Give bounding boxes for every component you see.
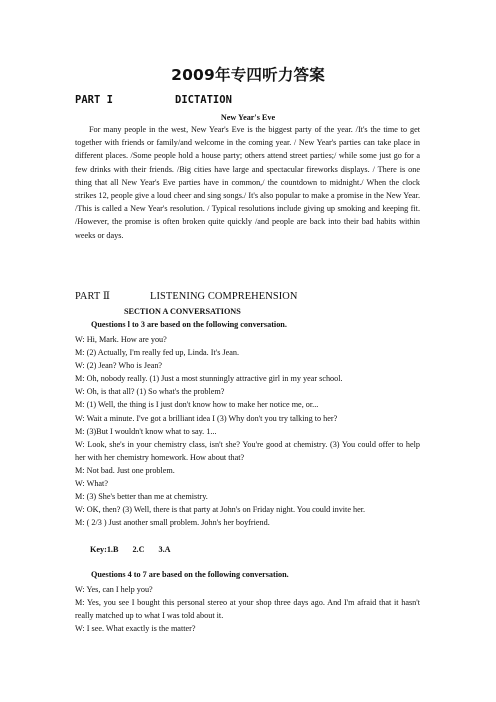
part1-heading — [75, 94, 425, 106]
part2-heading — [75, 290, 425, 302]
conversation-2 — [75, 583, 420, 635]
dialogue-line: W: What? — [75, 479, 108, 489]
answer-key-2: 2.C — [132, 545, 145, 554]
dialogue-line: W: I see. What exactly is the matter? — [75, 624, 196, 634]
part1-label: PART I — [75, 94, 113, 106]
answer-key — [90, 545, 185, 554]
answer-key-1: Key:1.B — [90, 545, 119, 554]
dialogue-line: M: ( 2/3 ) Just another small problem. John's her boyfriend. — [75, 518, 270, 528]
dialogue-line: W: Wait a minute. I've got a brilliant idea I (3) Why don't you try talking to her? — [75, 413, 338, 423]
part2-name: LISTENING COMPREHENSION — [150, 291, 298, 302]
dialogue-line: M: Oh, nobody really. (1) Just a most stunningly attractive girl in my year school. — [75, 374, 343, 384]
dialogue-line: M: Yes, you see I bought this personal stereo at your shop three days ago. And I'm afraid that it hasn't really matched up to what I was told about it. — [75, 598, 420, 621]
dialogue-line: M: (3)But I wouldn't know what to say. 1... — [75, 426, 217, 436]
section-a-heading: SECTION A CONVERSATIONS — [124, 307, 241, 316]
questions-1-3-heading: Questions l to 3 are based on the following conversation. — [91, 320, 287, 329]
dialogue-line: M: Not bad. Just one problem. — [75, 465, 175, 475]
dialogue-line: M: (2) Actually, I'm really fed up, Linda. It's Jean. — [75, 348, 240, 358]
dictation-text: For many people in the west, New Year's Eve is the biggest party of the year. /It's the time to get together with friends or family/and welcome in the coming year. / New Year's parties can take place in different places. /Some people hold a house party; others attend street parties;/ while some just go for a few drinks with their friends. /Big cities have large and spectacular fireworks displays. / There is one thing that all New Year's Eve parties have in common,/ the countdown to midnight./ When the clock strikes 12, people give a loud cheer and sing songs./ It's also popular to make a promise in the New Year. /This is called a New Year's resolution. / Typical resolutions include giving up smoking and keeping fit. /However, the promise is often broken quite quickly /and people are back into their bad habits within weeks or days. — [75, 125, 420, 240]
questions-4-7-heading: Questions 4 to 7 are based on the following conversation. — [91, 570, 289, 579]
part1-name: DICTATION — [175, 94, 232, 106]
dialogue-line: W: Look, she's in your chemistry class, isn't she? You're good at chemistry. (3) You could offer to help her with her chemistry homework. How about that? — [75, 439, 420, 462]
conversation-1 — [75, 333, 420, 529]
dialogue-line: W: Yes, can I help you? — [75, 585, 153, 594]
dictation-heading: New Year's Eve — [220, 113, 276, 122]
answer-key-3: 3.A — [158, 545, 171, 554]
dialogue-line: W: (2) Jean? Who is Jean? — [75, 361, 163, 371]
dialogue-line: W: Hi, Mark. How are you? — [75, 335, 167, 344]
dialogue-line: W: OK, then? (3) Well, there is that party at John's on Friday night. You could invite her. — [75, 505, 366, 515]
dialogue-line: M: (1) Well, the thing is I just don't know how to make her notice me, or... — [75, 400, 319, 410]
dialogue-line: W: Oh, is that all? (1) So what's the problem? — [75, 387, 225, 397]
dialogue-line: M: (3) She's better than me at chemistry. — [75, 492, 208, 502]
part2-label: PART Ⅱ — [75, 291, 111, 302]
page-title: 2009年专四听力答案 — [171, 66, 325, 84]
